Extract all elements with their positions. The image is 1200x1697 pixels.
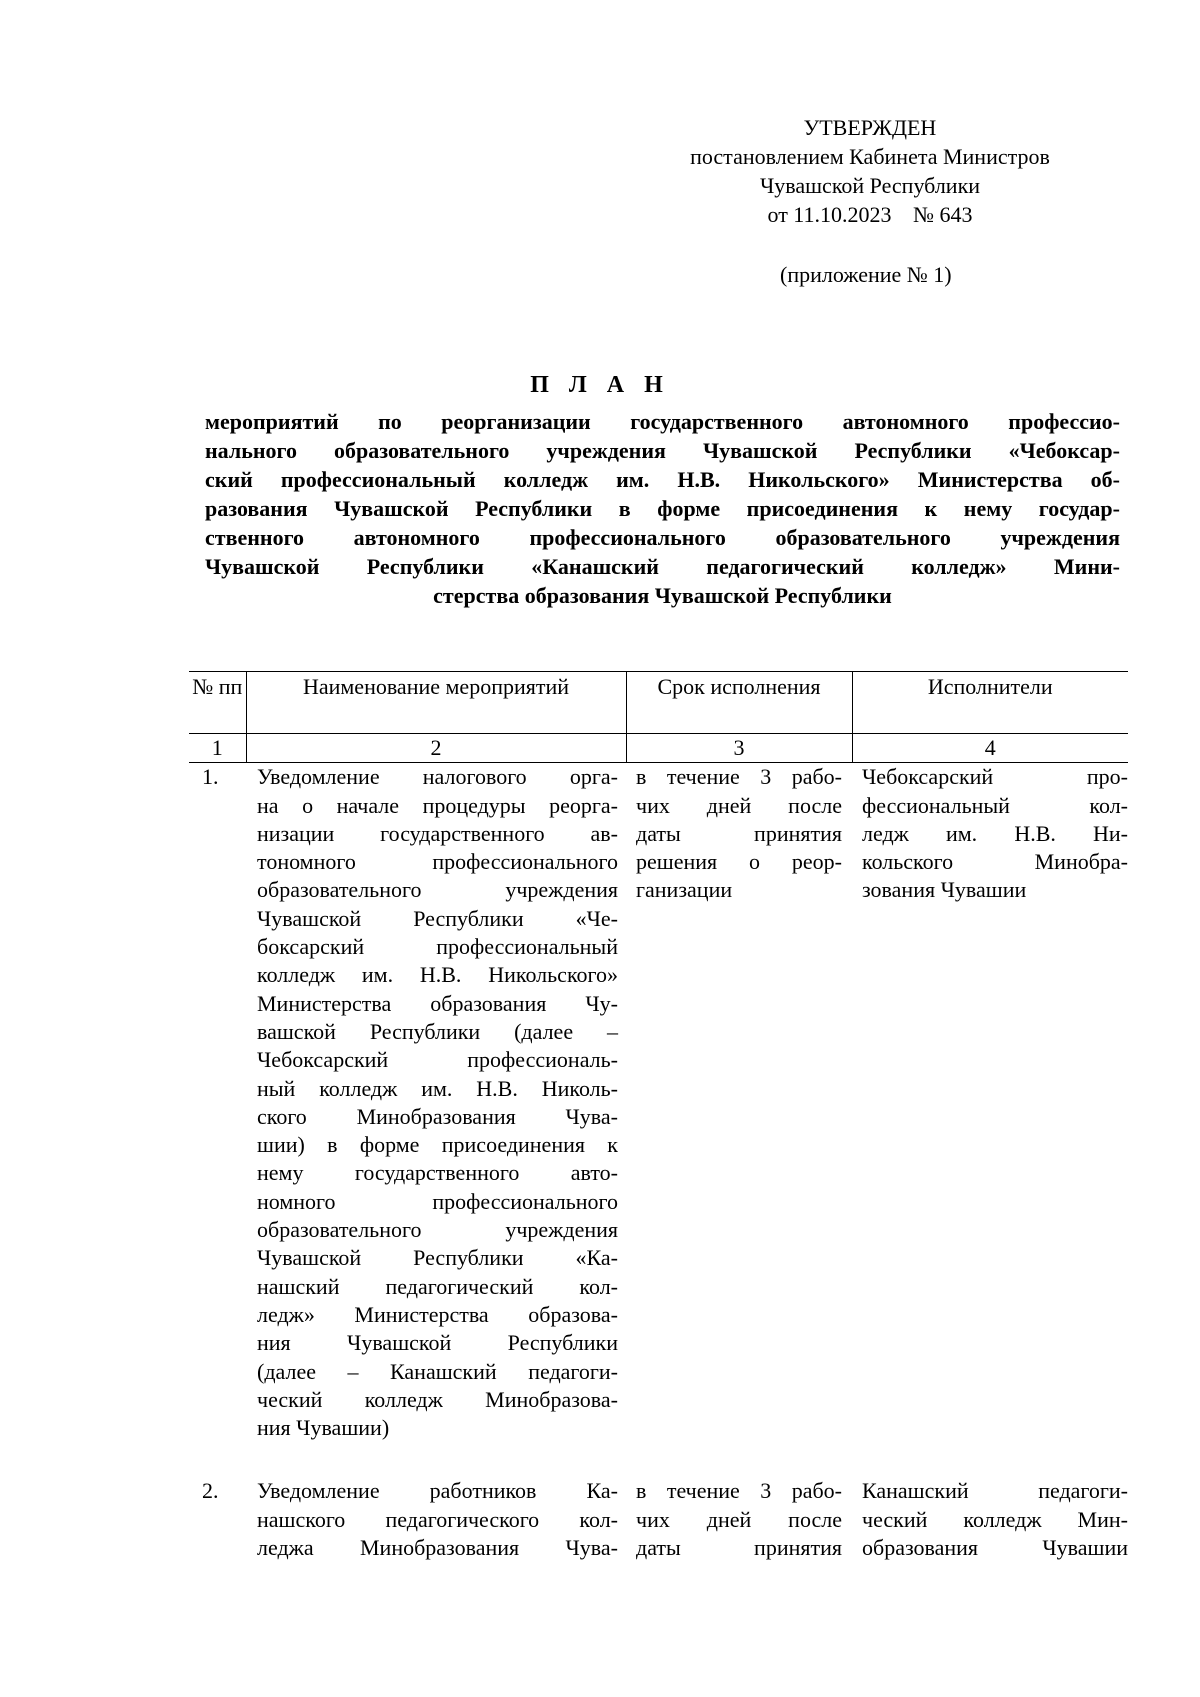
- row-executors-line: образования Чувашии: [862, 1535, 1128, 1561]
- approval-block: [620, 113, 1120, 229]
- row-name-line: Министерства образования Чу-: [257, 990, 618, 1016]
- plan-subtitle: [205, 407, 1120, 610]
- row-executors-line: фессиональный кол-: [862, 792, 1128, 818]
- row-name-line: ческий колледж Минобразова-: [257, 1386, 618, 1412]
- plan-table-wrapper: [189, 671, 1128, 1562]
- table-header-row: [189, 672, 1128, 734]
- row-name: [246, 1477, 626, 1562]
- header-executors: Исполнители: [852, 672, 1128, 734]
- plan-subtitle-line: разования Чувашской Республики в форме присоединения к нему государ-: [205, 496, 1120, 521]
- column-number: 3: [626, 734, 852, 763]
- row-name-line: Уведомление работников Ка-: [257, 1478, 618, 1504]
- row-deadline-line: решения о реор-: [636, 849, 842, 875]
- column-numbers-row: [189, 734, 1128, 763]
- row-executors-line: Чебоксарский про-: [862, 764, 1128, 790]
- row-deadline-line: даты принятия: [636, 820, 842, 846]
- row-deadline-line: в течение 3 рабо-: [636, 764, 842, 790]
- row-name-line: Чебоксарский профессиональ-: [257, 1047, 618, 1073]
- row-name-line: шии) в форме присоединения к: [257, 1132, 618, 1158]
- row-name-line: на о начале процедуры реорга-: [257, 792, 618, 818]
- approval-date: от 11.10.2023: [767, 202, 892, 227]
- header-deadline: Срок исполнения: [626, 672, 852, 734]
- row-name-line: (далее – Канашский педагоги-: [257, 1358, 618, 1384]
- row-name-line: нему государственного авто-: [257, 1160, 618, 1186]
- plan-subtitle-line: Чувашской Республики «Канашский педагогический колледж» Мини-: [205, 554, 1120, 579]
- row-executors: [852, 1477, 1128, 1562]
- approval-number: № 643: [913, 202, 973, 227]
- row-name-line: номного профессионального: [257, 1188, 618, 1214]
- row-executors-line: кольского Минобра-: [862, 849, 1128, 875]
- row-name-line: вашской Республики (далее –: [257, 1018, 618, 1044]
- plan-subtitle-line: ский профессиональный колледж им. Н.В. Никольского» Министерства об-: [205, 467, 1120, 492]
- plan-subtitle-line: ственного автономного профессионального образовательного учреждения: [205, 525, 1120, 550]
- row-deadline-line: чих дней после: [636, 792, 842, 818]
- row-name-line: леджа Минобразования Чува-: [257, 1535, 618, 1561]
- row-name-line: ского Минобразования Чува-: [257, 1103, 618, 1129]
- row-number: 2.: [202, 1478, 219, 1504]
- row-executors-line: зования Чувашии: [862, 877, 1027, 903]
- row-executors-line: Канашский педагоги-: [862, 1478, 1128, 1504]
- plan-subtitle-line: мероприятий по реорганизации государственного автономного профессио-: [205, 409, 1120, 434]
- row-deadline: [626, 1477, 852, 1562]
- column-number: 2: [246, 734, 626, 763]
- approval-line-2: Чувашской Республики: [759, 173, 981, 198]
- row-deadline-line: в течение 3 рабо-: [636, 1478, 842, 1504]
- row-name-line: ния Чувашии): [257, 1415, 390, 1441]
- plan-table: [189, 671, 1128, 1562]
- plan-subtitle-line: нального образовательного учреждения Чувашской Республики «Чебоксар-: [205, 438, 1120, 463]
- plan-title: П Л А Н: [530, 372, 670, 398]
- row-deadline-line: даты принятия: [636, 1535, 842, 1561]
- approval-date-line: [620, 200, 1120, 229]
- row-deadline-line: ганизации: [636, 877, 733, 903]
- table-body: [189, 763, 1128, 1563]
- row-name: [246, 763, 626, 1478]
- row-name-line: образовательного учреждения: [257, 877, 618, 903]
- row-name-line: боксарский профессиональный: [257, 934, 618, 960]
- row-name-line: образовательного учреждения: [257, 1217, 618, 1243]
- appendix-note: (приложение № 1): [780, 262, 952, 287]
- row-name-line: колледж им. Н.В. Никольского»: [257, 962, 618, 988]
- row-executors-line: ледж им. Н.В. Ни-: [862, 820, 1128, 846]
- row-name-line: низации государственного ав-: [257, 820, 618, 846]
- row-name-line: тономного профессионального: [257, 849, 618, 875]
- row-number: 1.: [202, 764, 219, 790]
- row-name-line: нашского педагогического кол-: [257, 1506, 618, 1532]
- row-deadline-line: чих дней после: [636, 1506, 842, 1532]
- row-name-line: ледж» Министерства образова-: [257, 1301, 618, 1327]
- approval-title: УТВЕРЖДЕН: [803, 115, 937, 140]
- row-name-line: Чувашской Республики «Че-: [257, 905, 618, 931]
- row-deadline: [626, 763, 852, 1478]
- column-number: 1: [189, 734, 246, 763]
- row-name-line: Чувашской Республики «Ка-: [257, 1245, 618, 1271]
- row-executors-line: ческий колледж Мин-: [862, 1506, 1128, 1532]
- column-number: 4: [852, 734, 1128, 763]
- header-num: № пп: [189, 672, 246, 734]
- row-name-line: ный колледж им. Н.В. Николь-: [257, 1075, 618, 1101]
- row-name-line: нашский педагогический кол-: [257, 1273, 618, 1299]
- row-name-line: ния Чувашской Республики: [257, 1330, 618, 1356]
- table-row: [189, 1477, 1128, 1562]
- header-name: Наименование мероприятий: [246, 672, 626, 734]
- table-row: [189, 763, 1128, 1478]
- approval-line-1: постановлением Кабинета Министров: [690, 144, 1050, 169]
- plan-subtitle-line: стерства образования Чувашской Республики: [433, 583, 892, 608]
- row-executors: [852, 763, 1128, 1478]
- row-name-line: Уведомление налогового орга-: [257, 764, 618, 790]
